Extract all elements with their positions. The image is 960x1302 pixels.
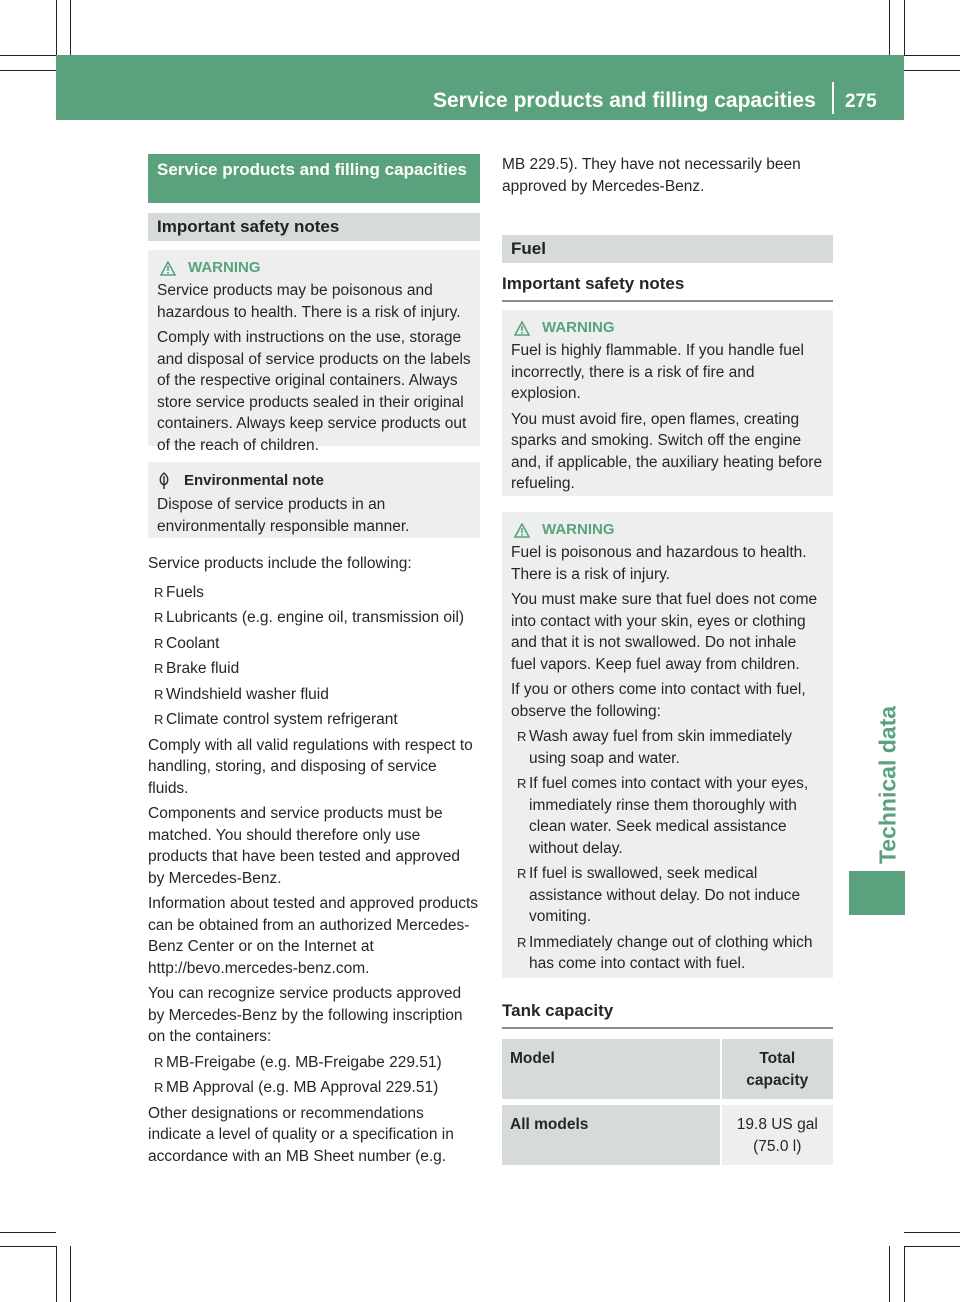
crop-mark bbox=[0, 1232, 56, 1233]
list-item: R Climate control system refrigerant bbox=[148, 709, 480, 731]
list-item: R Coolant bbox=[148, 633, 480, 655]
body-paragraph: Components and service products must be matched. You should therefore only use products that have been tested and approved by Mercedes-Benz. bbox=[148, 805, 460, 887]
side-tab-marker bbox=[849, 871, 905, 915]
warning-text: Service products may be poisonous and hazardous to health. There is a risk of injury. bbox=[157, 282, 461, 321]
table-header-cell: Model bbox=[502, 1039, 720, 1099]
list-item: R Wash away fuel from skin immediately using soap and water. bbox=[511, 726, 825, 769]
tank-capacity-table bbox=[502, 1039, 833, 1165]
list-item: R MB-Freigabe (e.g. MB-Freigabe 229.51) bbox=[148, 1052, 480, 1074]
page-number: 275 bbox=[845, 91, 877, 112]
list-item: R If fuel comes into contact with your eyes, immediately rinse them thoroughly with clean water. Seek medical assistance without delay. bbox=[511, 773, 825, 859]
crop-mark bbox=[0, 55, 56, 56]
crop-mark bbox=[904, 1246, 905, 1302]
warning-heading bbox=[157, 256, 472, 280]
table-header-cell: Total capacity bbox=[722, 1039, 833, 1099]
warning-text: Fuel is highly flammable. If you handle fuel incorrectly, there is a risk of fire and explosion. bbox=[511, 342, 804, 402]
env-note-text: Dispose of service products in an environmentally responsible manner. bbox=[157, 496, 410, 535]
body-paragraph: Other designations or recommendations indicate a level of quality or a specification in accordance with an MB Sheet number (e.g. bbox=[148, 1104, 454, 1165]
warning-label: WARNING bbox=[542, 521, 615, 539]
subsection-heading: Important safety notes bbox=[502, 273, 833, 302]
table-cell: All models bbox=[502, 1105, 720, 1165]
crop-mark bbox=[904, 0, 905, 55]
left-column bbox=[148, 154, 480, 1171]
crop-mark bbox=[70, 0, 71, 55]
warning-triangle-icon bbox=[160, 261, 176, 276]
list-item: R MB Approval (e.g. MB Approval 229.51) bbox=[148, 1077, 480, 1099]
crop-mark bbox=[904, 1246, 960, 1247]
warning-text: Fuel is poisonous and hazardous to health. There is a risk of injury. bbox=[511, 544, 807, 583]
warning-heading bbox=[511, 518, 825, 542]
table-cell: 19.8 US gal (75.0 l) bbox=[722, 1105, 833, 1165]
list-item: R Lubricants (e.g. engine oil, transmission oil) bbox=[148, 607, 480, 629]
warning-text: You must avoid fire, open flames, creating sparks and smoking. Switch off the engine and, if applicable, the auxiliary heating before refueling. bbox=[511, 410, 823, 492]
crop-mark bbox=[0, 70, 56, 71]
subsection-heading: Tank capacity bbox=[502, 1000, 833, 1029]
table-header-row bbox=[502, 1039, 833, 1099]
running-header-title: Service products and filling capacities bbox=[433, 89, 816, 112]
warning-box bbox=[148, 250, 480, 454]
continuation-text: MB 229.5). They have not necessarily been approved by Mercedes-Benz. bbox=[502, 156, 801, 195]
section-heading-fuel: Fuel bbox=[502, 235, 833, 263]
table-row bbox=[502, 1105, 833, 1165]
crop-mark bbox=[70, 1246, 71, 1302]
product-list bbox=[148, 582, 480, 731]
list-item: R Windshield washer fluid bbox=[148, 684, 480, 706]
crop-mark bbox=[889, 1246, 890, 1302]
crop-mark bbox=[889, 0, 890, 55]
crop-mark bbox=[904, 1232, 960, 1233]
crop-mark bbox=[56, 1246, 57, 1302]
crop-mark bbox=[904, 55, 960, 56]
header-divider bbox=[832, 82, 834, 114]
warning-text: You must make sure that fuel does not come into contact with your skin, eyes or clothing and that it is not swallowed. Do not inhale fuel vapors. Keep fuel away from children. bbox=[511, 591, 818, 673]
list-item: R Brake fluid bbox=[148, 658, 480, 680]
list-item: R If fuel is swallowed, seek medical assistance without delay. Do not induce vomiting. bbox=[511, 863, 825, 928]
body-paragraph: Comply with all valid regulations with respect to handling, storing, and disposing of service fluids. bbox=[148, 736, 473, 797]
body-paragraph: Information about tested and approved products can be obtained from an authorized Mercedes-Benz Center or on the Internet at http://bevo.mercedes-benz.com. bbox=[148, 895, 479, 977]
inscription-list bbox=[148, 1052, 480, 1099]
side-tab-label: Technical data bbox=[874, 705, 901, 865]
env-note-label: Environmental note bbox=[184, 472, 325, 490]
env-note-heading bbox=[157, 468, 472, 494]
warning-heading bbox=[511, 316, 825, 340]
warning-triangle-icon bbox=[514, 523, 530, 538]
section-heading: Important safety notes bbox=[148, 213, 480, 241]
warning-label: WARNING bbox=[188, 259, 261, 277]
crop-mark bbox=[904, 70, 960, 71]
warning-text: If you or others come into contact with fuel, observe the following: bbox=[511, 681, 806, 720]
right-column bbox=[502, 154, 833, 1165]
list-item: R Fuels bbox=[148, 582, 480, 604]
crop-mark bbox=[56, 0, 57, 55]
body-paragraph: You can recognize service products approved by Mercedes-Benz by the following inscription on the containers: bbox=[148, 985, 463, 1045]
warning-label: WARNING bbox=[542, 319, 615, 337]
warning-box bbox=[502, 310, 833, 496]
first-aid-list bbox=[511, 726, 825, 975]
crop-mark bbox=[0, 1246, 56, 1247]
leaf-icon bbox=[158, 472, 170, 490]
list-item: R Immediately change out of clothing which has come into contact with fuel. bbox=[511, 932, 825, 975]
intro-text: Service products include the following: bbox=[148, 555, 412, 572]
warning-box bbox=[502, 512, 833, 978]
chapter-title: Service products and filling capacities bbox=[148, 154, 480, 203]
warning-triangle-icon bbox=[514, 321, 530, 336]
environmental-note-box bbox=[148, 462, 480, 538]
warning-text: Comply with instructions on the use, storage and disposal of service products on the labels of the respective original containers. Always store service products sealed in their original containers. Always keep service products out of the reach of children. bbox=[157, 329, 471, 454]
